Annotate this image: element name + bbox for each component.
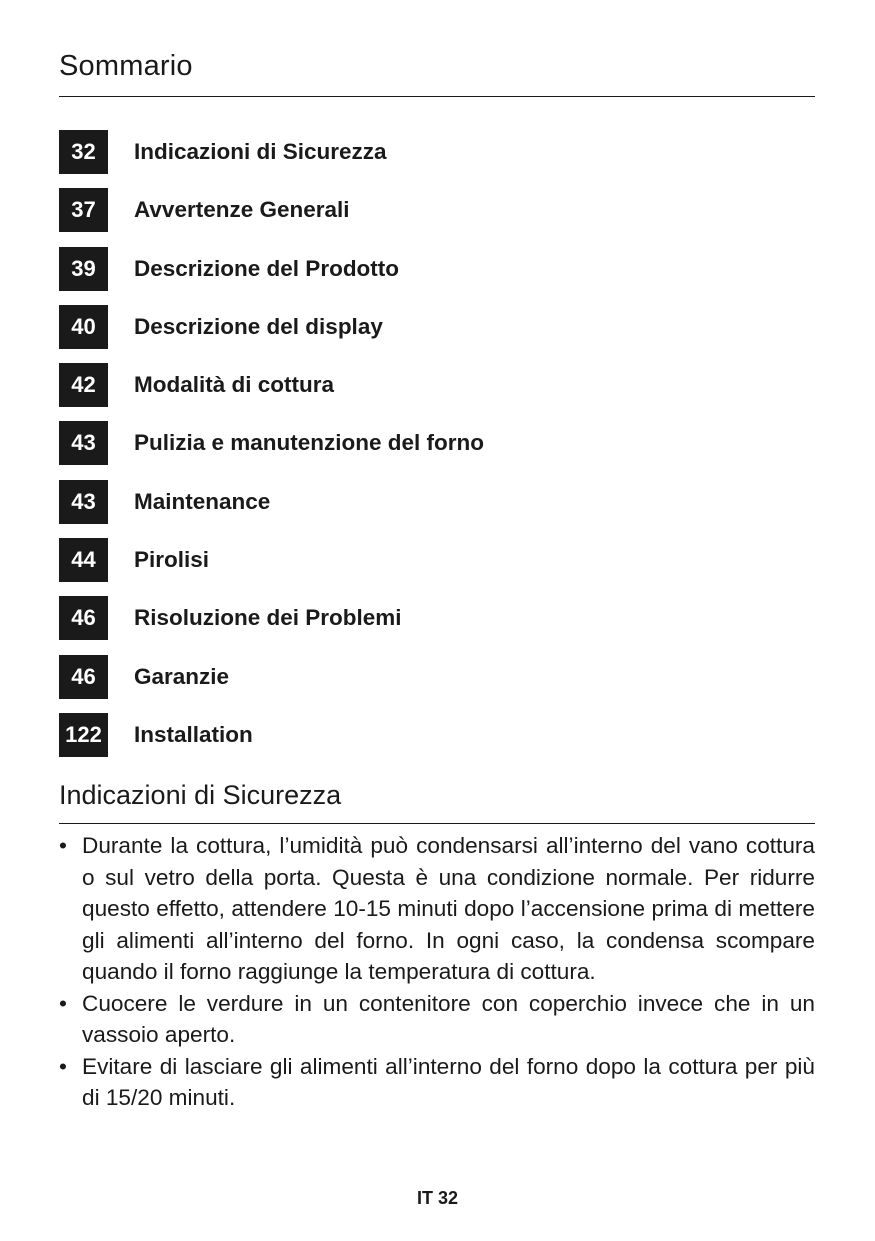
toc-entry[interactable]	[59, 305, 815, 349]
toc-page-number: 44	[59, 538, 108, 582]
toc-page-number: 46	[59, 596, 108, 640]
bullet-icon: •	[59, 990, 67, 1016]
bullet-icon: •	[59, 833, 67, 858]
toc-entry-label[interactable]: Pirolisi	[134, 547, 210, 573]
toc-page-number: 46	[59, 655, 108, 699]
table-of-contents	[59, 130, 815, 771]
toc-entry[interactable]	[59, 713, 815, 757]
toc-entry[interactable]	[59, 596, 815, 640]
bullet-text: Cuocere le verdure in un contenitore con coperchio invece che in un vassoio aperto.	[82, 990, 815, 1047]
list-item	[59, 988, 815, 1051]
toc-entry-label[interactable]: Avvertenze Generali	[134, 197, 350, 223]
section-heading: Indicazioni di Sicurezza	[59, 780, 342, 810]
toc-entry-label[interactable]: Modalità di cottura	[134, 372, 335, 398]
list-item	[59, 1051, 815, 1114]
toc-page-number: 122	[59, 713, 108, 757]
bullet-text: Evitare di lasciare gli alimenti all’interno del forno dopo la cottura per più di 15/20 minuti.	[82, 1053, 815, 1110]
toc-entry-label[interactable]: Descrizione del display	[134, 313, 383, 339]
toc-entry[interactable]	[59, 188, 815, 232]
toc-page-number: 32	[59, 130, 108, 174]
toc-page-number: 43	[59, 480, 108, 524]
section-divider	[59, 823, 815, 824]
toc-entry-label[interactable]: Maintenance	[134, 488, 271, 514]
toc-entry[interactable]	[59, 363, 815, 407]
toc-page-number: 42	[59, 363, 108, 407]
page-footer-number: IT 32	[416, 1188, 459, 1208]
toc-page-number: 40	[59, 305, 108, 349]
toc-entry-label[interactable]: Descrizione del Prodotto	[134, 255, 400, 281]
toc-entry-label[interactable]: Installation	[134, 721, 253, 747]
page-title: Sommario	[59, 50, 193, 82]
bullet-icon: •	[59, 1053, 67, 1079]
toc-entry-label[interactable]: Garanzie	[134, 663, 230, 689]
toc-entry[interactable]	[59, 421, 815, 465]
toc-entry-label[interactable]: Indicazioni di Sicurezza	[134, 139, 387, 164]
toc-page-number: 43	[59, 421, 108, 465]
safety-bullet-list	[59, 830, 815, 1114]
bullet-text: Durante la cottura, l’umidità può condensarsi all’interno del vano cottura o sul vetro della porta. Questa è una condizione normale. Per ridurre questo effetto, attendere 10-15 minuti dopo l’accensione prima di mettere gli alimenti all’interno del forno. In ogni caso, la condensa scompare quando il forno raggiunge la temperatura di cottura.	[82, 833, 815, 984]
toc-page-number: 37	[59, 188, 108, 232]
toc-entry[interactable]	[59, 655, 815, 699]
toc-page-number: 39	[59, 247, 108, 291]
toc-entry[interactable]	[59, 247, 815, 291]
toc-entry-label[interactable]: Risoluzione dei Problemi	[134, 605, 402, 631]
toc-entry[interactable]	[59, 538, 815, 582]
toc-entry[interactable]	[59, 130, 815, 174]
title-divider	[59, 96, 815, 97]
toc-entry-label[interactable]: Pulizia e manutenzione del forno	[134, 430, 485, 456]
toc-entry[interactable]	[59, 480, 815, 524]
list-item	[59, 830, 815, 988]
